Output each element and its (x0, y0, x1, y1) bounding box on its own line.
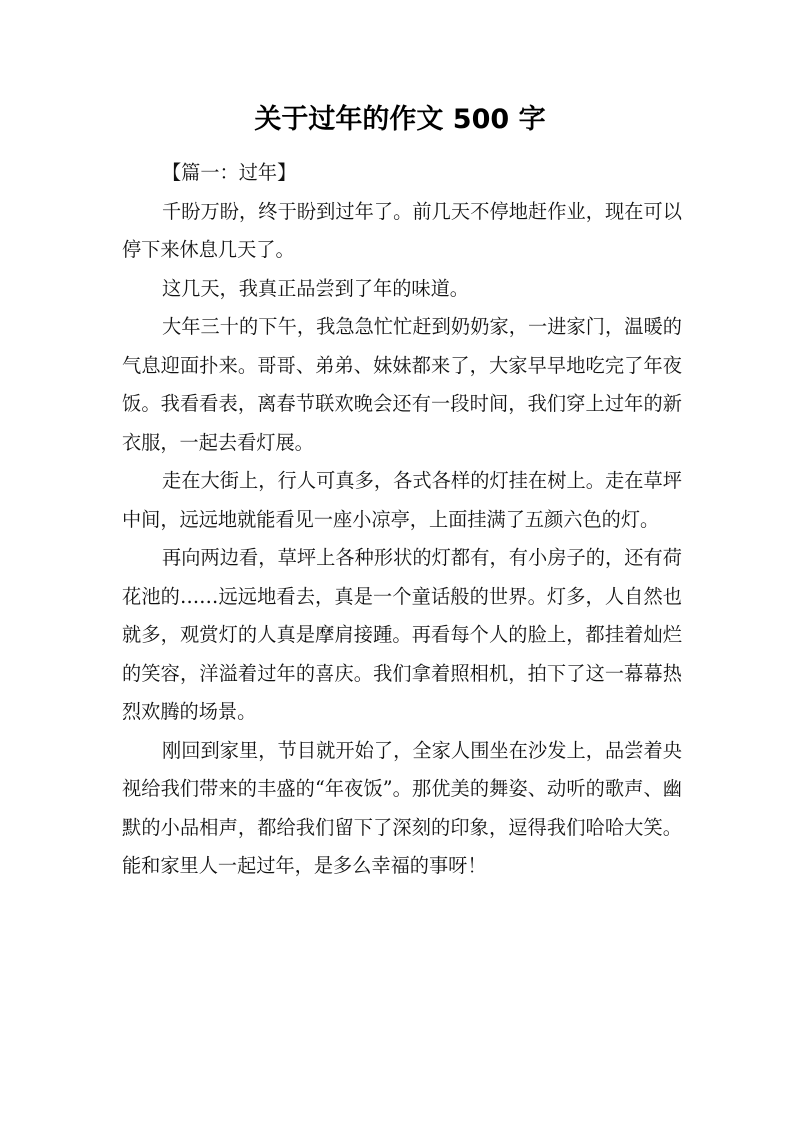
paragraph-5: 再向两边看，草坪上各种形状的灯都有，有小房子的，还有荷花池的……远远地看去，真是一个童话般的世界。灯多，人自然也就多，观赏灯的人真是摩肩接踵。再看每个人的脸上，都挂着灿烂的笑容，洋溢着过年的喜庆。我们拿着照相机，拍下了这一幕幕热烈欢腾的场景。 (122, 546, 682, 723)
paragraph-6: 刚回到家里，节目就开始了，全家人围坐在沙发上，品尝着央视给我们带来的丰盛的“年夜饭”。那优美的舞姿、动听的歌声、幽默的小品相声，都给我们留下了深刻的印象，逗得我们哈哈大笑。能和家里人一起过年，是多么幸福的事呀！ (122, 738, 682, 877)
document-body (122, 154, 682, 886)
paragraph-2: 这几天，我真正品尝到了年的味道。 (162, 276, 469, 300)
document-title: 关于过年的作文 500 字 (254, 104, 546, 135)
paragraph-1: 千盼万盼，终于盼到过年了。前几天不停地赶作业，现在可以停下来休息几天了。 (122, 199, 682, 261)
section-heading: 【篇一：过年】 (162, 161, 297, 184)
paragraph-4: 走在大街上，行人可真多，各式各样的灯挂在树上。走在草坪中间，远远地就能看见一座小凉亭，上面挂满了五颜六色的灯。 (122, 469, 682, 531)
paragraph-3: 大年三十的下午，我急急忙忙赶到奶奶家，一进家门，温暖的气息迎面扑来。哥哥、弟弟、妹妹都来了，大家早早地吃完了年夜饭。我看看表，离春节联欢晚会还有一段时间，我们穿上过年的新衣服，一起去看灯展。 (122, 315, 682, 454)
